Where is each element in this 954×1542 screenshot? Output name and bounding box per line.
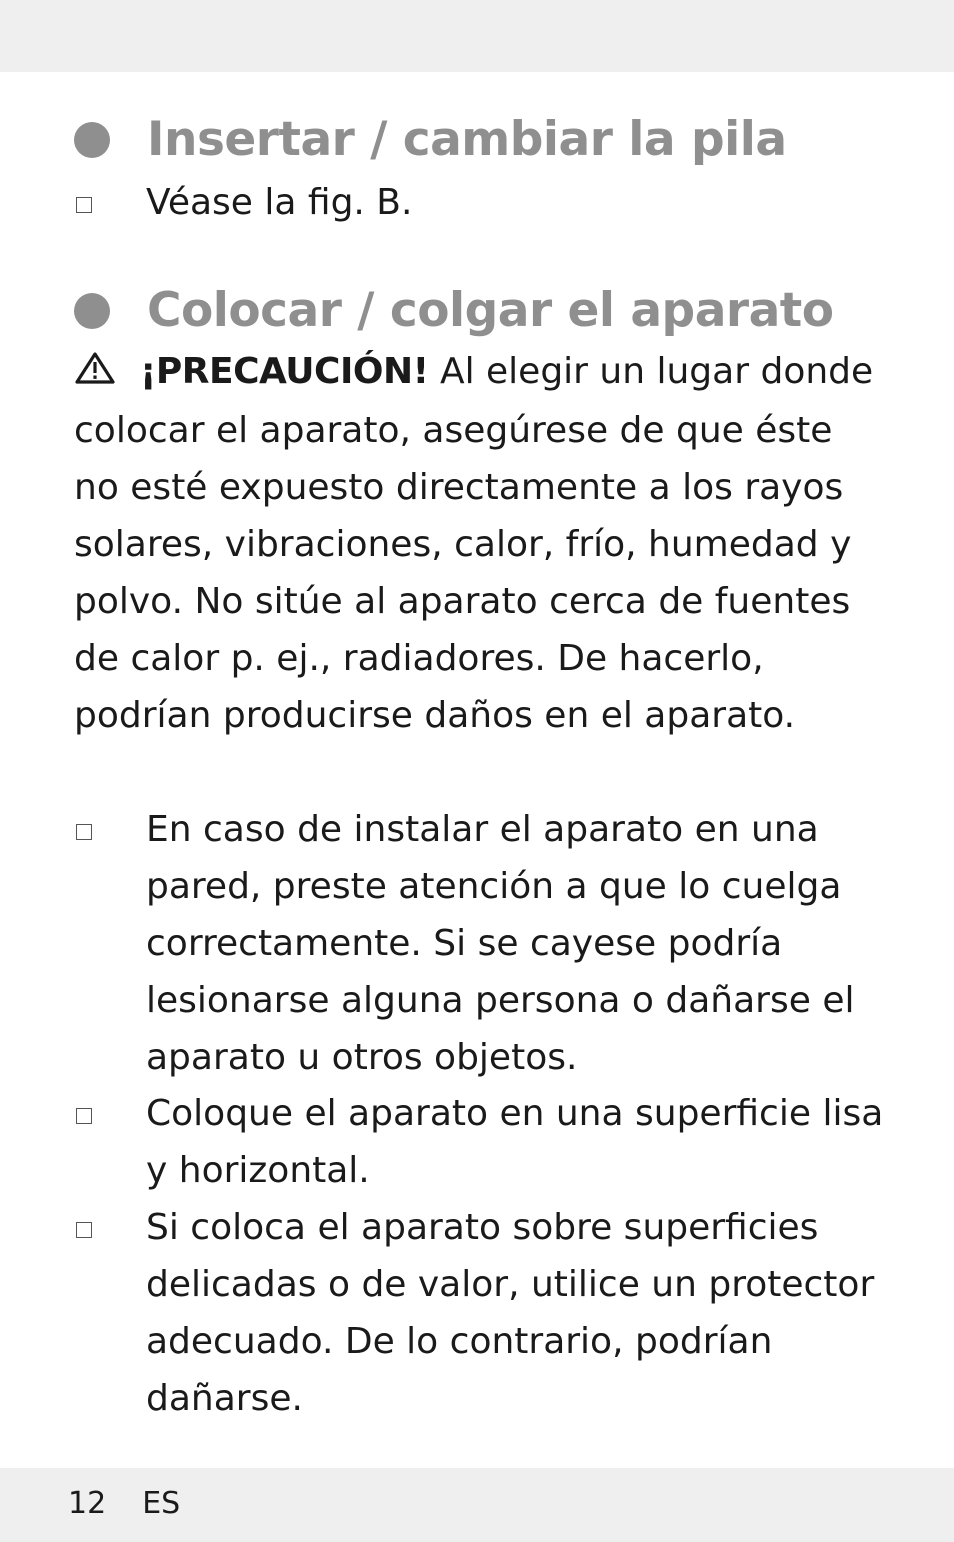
caution-text: Al elegir un lugar donde colocar el aparato, asegúrese de que éste no esté expuesto directamente a los rayos solares, vibraciones, calor, frío, humedad y polvo. No sitúe al aparato cerca de fuentes de calor p. ej., radiadores. De hacerlo, podrían producirse daños en el aparato. [74,351,874,736]
list-item-text: Coloque el aparato en una superficie lisa y horizontal. [146,1093,884,1191]
list-item [74,1199,884,1427]
warning-triangle-icon [74,345,116,402]
caution-label: ¡PRECAUCIÓN! [140,351,429,392]
page-footer [68,1486,180,1521]
section-title: Insertar / cambiar la pila [147,112,787,167]
filled-circle-icon [74,122,110,158]
list-item [74,174,884,231]
list-item [74,801,884,1086]
square-outline-icon [76,1108,92,1124]
section-heading-place-device [74,283,834,338]
square-outline-icon [76,1222,92,1238]
square-outline-icon [76,197,92,213]
square-outline-icon [76,824,92,840]
page-number: 12 [68,1486,107,1521]
list-item-text: Si coloca el aparato sobre superficies delicadas o de valor, utilice un protector adecuado. De lo contrario, podrían dañarse. [146,1207,875,1419]
caution-paragraph [74,343,884,744]
list-item-text: En caso de instalar el aparato en una pared, preste atención a que lo cuelga correctamente. Si se cayese podría lesionarse alguna persona o dañarse el aparato u otros objetos. [146,809,855,1078]
list-item [74,1085,884,1199]
list-item-text: Véase la fig. B. [146,182,413,223]
header-band [0,0,954,72]
language-code: ES [142,1486,181,1521]
filled-circle-icon [74,293,110,329]
section-heading-insert-battery [74,112,787,167]
section-title: Colocar / colgar el aparato [147,283,834,338]
